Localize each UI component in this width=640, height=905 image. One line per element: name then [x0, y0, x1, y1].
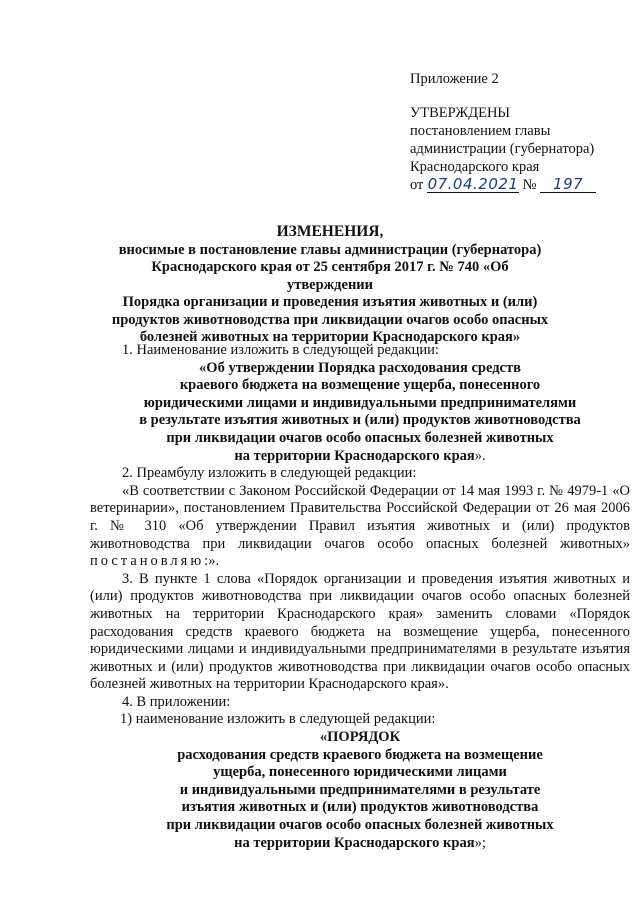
item-1-line: при ликвидации очагов особо опасных болезней животных: [166, 429, 554, 446]
title-main: ИЗМЕНЕНИЯ,: [276, 223, 384, 240]
procedure-line: и индивидуальными предпринимателями в результате: [179, 781, 541, 798]
procedure-line: расходования средств краевого бюджета на возмещение: [177, 746, 543, 763]
item-1-line: «Об утверждении Порядка расходования средств: [199, 359, 521, 376]
annex-label: Приложение 2: [410, 71, 499, 87]
handwritten-number: 197: [540, 176, 596, 193]
title-line: Порядка организации и проведения изъятия животных и (или): [122, 294, 538, 310]
item-1-last-line: [90, 448, 630, 466]
item-2-intro: 2. Преамбулу изложить в следующей редакции:: [122, 465, 417, 482]
item-2-body: «В соответствии с Законом Российской Федерации от 14 мая 1993 г. № 4979-1 «О ветеринарии», постановлением Правительства Российской Федерации от 26 мая 2006 г. № 310 «Об утверждении Правил изъятия животных и (или) продуктов животноводства при ликвидации очагов особо опасных болезней животных»: [90, 482, 630, 552]
approval-line-1: постановлением главы: [410, 123, 551, 139]
document-title: [110, 223, 550, 347]
procedure-line: ущерба, понесенного юридическими лицами: [213, 764, 507, 781]
item-2-spaced-word: постановляю: [90, 553, 205, 570]
item-1-closing: ».: [474, 447, 486, 464]
item-2-end: :».: [204, 553, 220, 570]
procedure-closing: »;: [474, 834, 486, 851]
item-1-line: на территории Краснодарского края: [234, 447, 475, 464]
item-1-line: в результате изъятия животных и (или) продуктов животноводства: [139, 412, 581, 429]
procedure-line: на территории Краснодарского края: [234, 834, 475, 851]
item-4-sub-1: 1) наименование изложить в следующей редакции:: [120, 711, 436, 728]
title-line: Краснодарского края от 25 сентября 2017 г. № 740 «Об утверждении: [151, 259, 509, 293]
item-1-line: юридическими лицами и индивидуальными предпринимателями: [143, 394, 577, 411]
title-line: болезней животных на территории Краснодарского края»: [139, 329, 521, 345]
item-1-line: краевого бюджета на возмещение ущерба, понесенного: [179, 377, 541, 394]
handwritten-date: 07.04.2021: [427, 175, 519, 193]
procedure-heading: «ПОРЯДОК: [319, 729, 401, 746]
item-2-text: [90, 483, 630, 571]
approval-block: [410, 70, 630, 194]
procedure-last-line: [90, 835, 630, 853]
document-body: [90, 342, 630, 852]
title-line: продуктов животноводства при ликвидации очагов особо опасных: [111, 311, 549, 328]
procedure-line: при ликвидации очагов особо опасных болезней животных: [166, 817, 554, 834]
item-3-text: 3. В пункте 1 слова «Порядок организации и проведения изъятия животных и (или) продуктов животноводства при ликвидации очагов особо опасных болезней животных на территории Краснодарского края» заменить словами «Порядок расходования средств краевого бюджета на возмещение ущерба, понесенного юридическими лицами и индивидуальными предпринимателями в результате изъятия животных и (или) продуктов животноводства при ликвидации очагов особо опасных болезней животных на территории Краснодарского края».: [90, 570, 630, 693]
procedure-line: изъятия животных и (или) продуктов животноводства: [181, 799, 539, 816]
from-label: от: [410, 177, 424, 193]
item-4-intro: 4. В приложении:: [122, 693, 231, 710]
approval-date-line: [410, 176, 630, 194]
title-line: вносимые в постановление главы администрации (губернатора): [118, 241, 542, 258]
approved-label: УТВЕРЖДЕНЫ: [410, 105, 511, 121]
item-1-intro: 1. Наименование изложить в следующей редакции:: [122, 342, 439, 358]
approval-line-2: администрации (губернатора): [410, 141, 595, 157]
approval-line-3: Краснодарского края: [410, 159, 540, 175]
number-sign: №: [522, 177, 537, 193]
